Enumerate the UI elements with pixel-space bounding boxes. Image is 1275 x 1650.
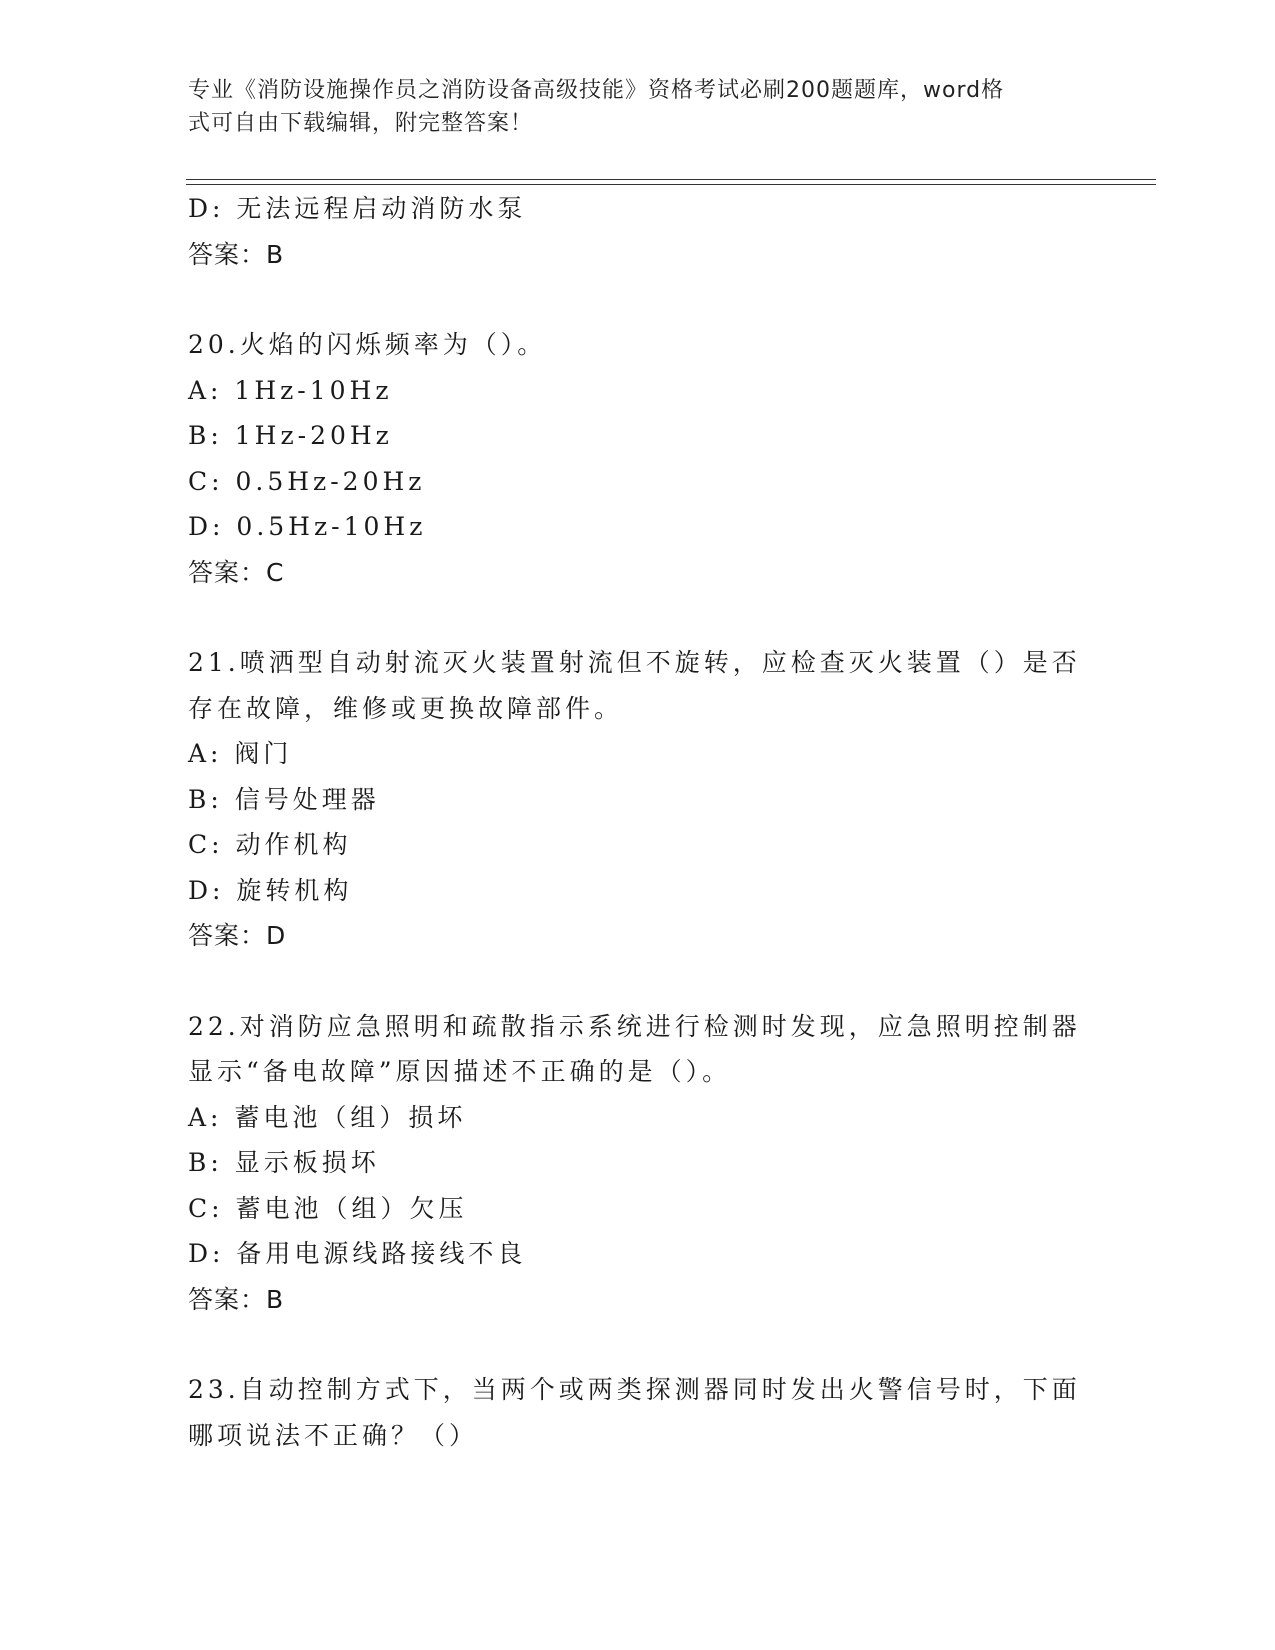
question-text-line-1: 23.自动控制方式下，当两个或两类探测器同时发出火警信号时，下面	[188, 1375, 1081, 1404]
option-b: B: 显示板损坏	[188, 1148, 380, 1177]
header-line-1: 专业《消防设施操作员之消防设备高级技能》资格考试必刷200题题库，word格	[188, 78, 1005, 103]
option-b: B: 信号处理器	[188, 784, 380, 814]
answer-line: 答案：B	[188, 239, 285, 269]
answer-line: 答案：C	[188, 557, 285, 587]
option-c: C: 0.5Hz-20Hz	[188, 466, 426, 496]
question-content	[188, 186, 1088, 1458]
question-23	[188, 1367, 1088, 1458]
option-d: D: 旋转机构	[188, 875, 353, 905]
question-20	[188, 322, 1088, 595]
question-text-line-2: 存在故障，维修或更换故障部件。	[188, 693, 624, 723]
option-a: A: 1Hz-10Hz	[188, 375, 393, 405]
header-divider	[186, 179, 1156, 185]
answer-line: 答案：B	[188, 1284, 285, 1314]
option-c: C: 蓄电池（组）欠压	[188, 1193, 468, 1223]
question-22	[188, 1004, 1088, 1323]
answer-line: 答案：D	[188, 921, 287, 950]
question-text-line-2: 哪项说法不正确？（）	[188, 1420, 479, 1450]
question-text-line-1: 21.喷洒型自动射流灭火装置射流但不旋转，应检查灭火装置（）是否	[188, 648, 1081, 677]
option-b: B: 1Hz-20Hz	[188, 421, 393, 450]
question-21	[188, 640, 1088, 959]
option-c: C: 动作机构	[188, 830, 352, 859]
header-line-2: 式可自由下载编辑，附完整答案！	[188, 111, 534, 136]
option-d: D: 无法远程启动消防水泵	[188, 194, 527, 223]
previous-question-tail	[188, 186, 1088, 277]
question-text: 20.火焰的闪烁频率为（）。	[188, 330, 547, 359]
question-text-line-1: 22.对消防应急照明和疏散指示系统进行检测时发现，应急照明控制器	[188, 1011, 1081, 1041]
question-text-line-2: 显示“备电故障”原因描述不正确的是（）。	[188, 1057, 732, 1086]
option-a: A: 阀门	[188, 739, 293, 768]
document-header	[188, 74, 1068, 140]
option-d: D: 0.5Hz-10Hz	[188, 512, 427, 541]
option-a: A: 蓄电池（组）损坏	[188, 1102, 467, 1132]
option-d: D: 备用电源线路接线不良	[188, 1239, 527, 1268]
